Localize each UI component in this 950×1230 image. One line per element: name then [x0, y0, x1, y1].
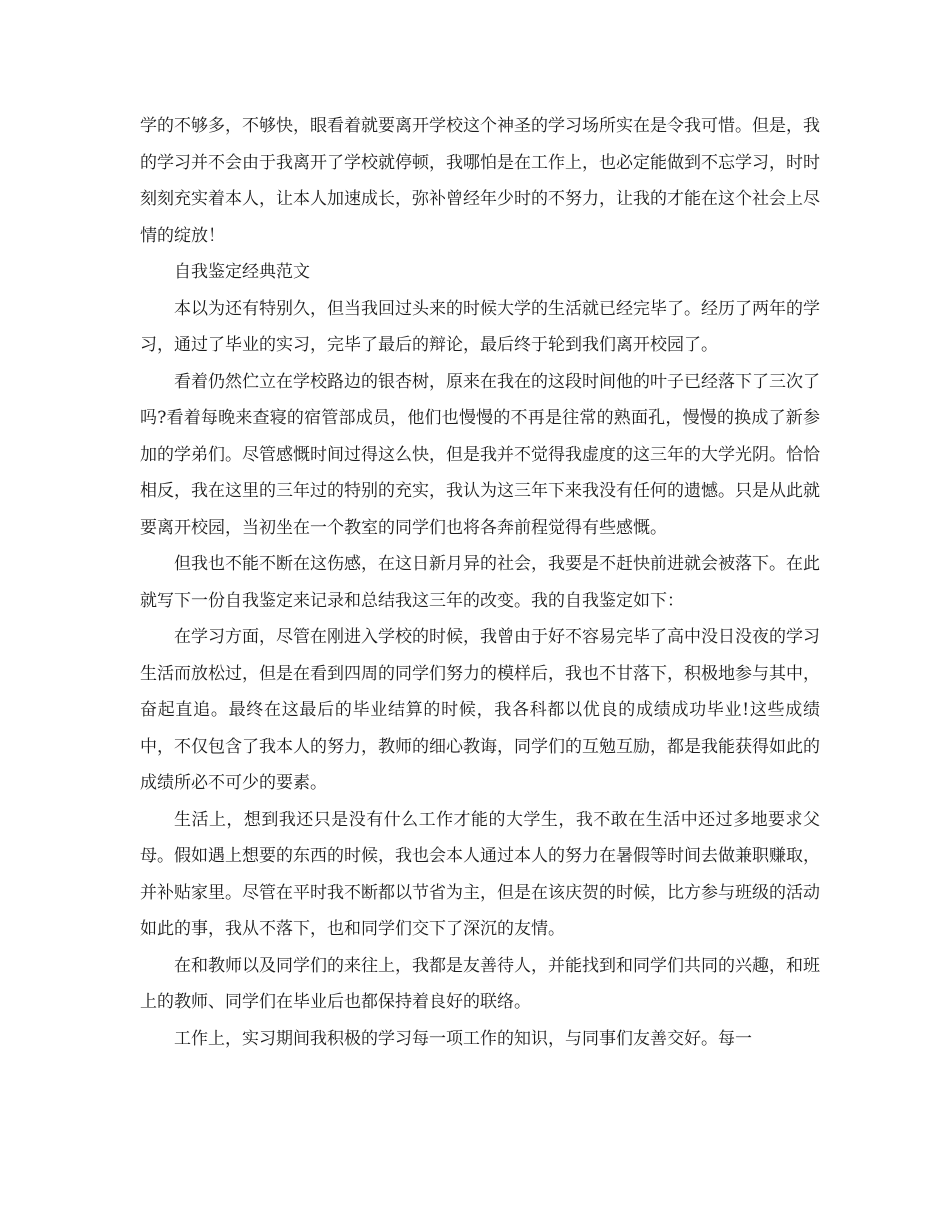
paragraph: 本以为还有特别久，但当我回过头来的时候大学的生活就已经完毕了。经历了两年的学习，通过了毕业的实习，完毕了最后的辩论，最后终于轮到我们离开校园了。	[140, 298, 820, 355]
paragraph: 工作上，实习期间我积极的学习每一项工作的知识，与同事们友善交好。每一	[174, 1028, 752, 1049]
paragraph: 但我也不能不断在这伤感，在这日新月异的社会，我要是不赶快前进就会被落下。在此就写下一份自我鉴定来记录和总结我这三年的改变。我的自我鉴定如下：	[140, 554, 820, 611]
paragraph: 在和教师以及同学们的来往上，我都是友善待人，并能找到和同学们共同的兴趣，和班上的教师、同学们在毕业后也都保持着良好的联络。	[140, 955, 820, 1012]
paragraph: 看着仍然伫立在学校路边的银杏树，原来在我在的这段时间他的叶子已经落下了三次了吗?看着每晚来查寝的宿管部成员，他们也慢慢的不再是往常的熟面孔，慢慢的换成了新参加的学弟们。尽管感慨时间过得这么快，但是我并不觉得我虚度的这三年的大学光阴。恰恰相反，我在这里的三年过的特别的充实，我认为这三年下来我没有任何的遗憾。只是从此就要离开校园，当初坐在一个教室的同学们也将各奔前程觉得有些感慨。	[140, 371, 820, 538]
paragraph: 生活上，想到我还只是没有什么工作才能的大学生，我不敢在生活中还过多地要求父母。假如遇上想要的东西的时候，我也会本人通过本人的努力在暑假等时间去做兼职赚取，并补贴家里。尽管在平时我不断都以节省为主，但是在该庆贺的时候，比方参与班级的活动如此的事，我从不落下，也和同学们交下了深沉的友情。	[140, 809, 820, 939]
section-heading: 自我鉴定经典范文	[174, 262, 310, 282]
document-body	[140, 108, 820, 1057]
paragraph: 在学习方面，尽管在刚进入学校的时候，我曾由于好不容易完毕了高中没日没夜的学习生活而放松过，但是在看到四周的同学们努力的模样后，我也不甘落下，积极地参与其中，奋起直追。最终在这最后的毕业结算的时候，我各科都以优良的成绩成功毕业!这些成绩中，不仅包含了我本人的努力，教师的细心教诲，同学们的互勉互励，都是我能获得如此的成绩所必不可少的要素。	[140, 627, 820, 793]
paragraph-continuation: 学的不够多，不够快，眼看着就要离开学校这个神圣的学习场所实在是令我可惜。但是，我的学习并不会由于我离开了学校就停顿，我哪怕是在工作上，也必定能做到不忘学习，时时刻刻充实着本人，让本人加速成长，弥补曾经年少时的不努力，让我的才能在这个社会上尽情的绽放！	[140, 116, 820, 246]
